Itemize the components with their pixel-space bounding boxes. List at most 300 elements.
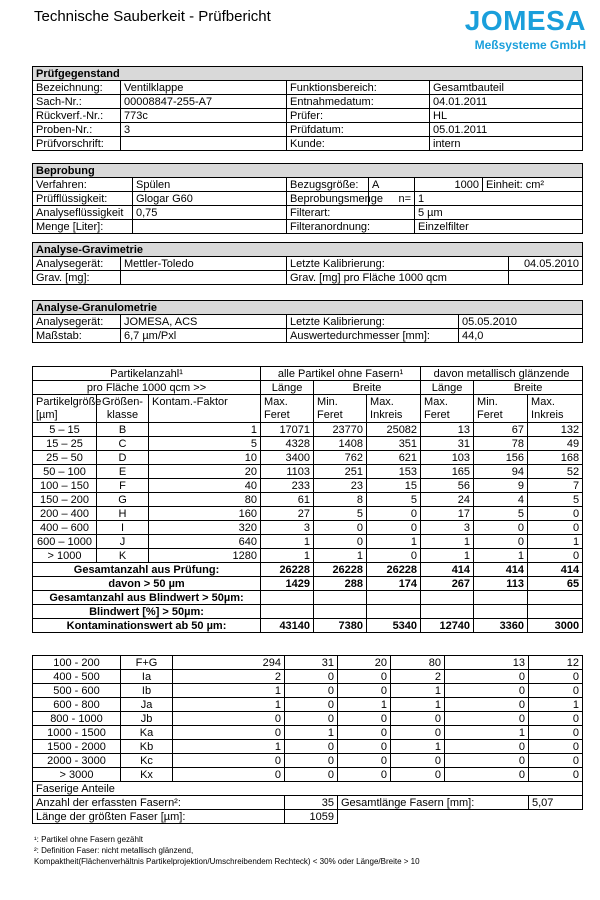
label: Verfahren: (33, 178, 133, 192)
summary-value: 26228 (261, 563, 314, 577)
label: Funktionsbereich: (287, 81, 430, 95)
value: JOMESA, ACS (121, 315, 287, 329)
table-row (33, 726, 583, 740)
count-value: 5 (367, 493, 421, 507)
summary-value: 3360 (474, 619, 528, 633)
unit: Einheit: cm² (483, 178, 583, 192)
table-row (33, 740, 583, 754)
label: Beprobungsmenge (287, 192, 369, 206)
count-value: 0 (285, 754, 338, 768)
label: Prüfdatum: (287, 123, 430, 137)
table-row (33, 507, 583, 521)
count-value: 3 (421, 521, 474, 535)
count-value: 0 (285, 712, 338, 726)
width-header: Breite (474, 381, 583, 395)
value: 1000 (415, 178, 483, 192)
count-value: 52 (528, 465, 583, 479)
label: Filterart: (287, 206, 415, 220)
col-min-feret: Min. Feret (474, 395, 528, 423)
summary-value: 65 (528, 577, 583, 591)
table-row (33, 109, 583, 123)
summary-value: 43140 (261, 619, 314, 633)
count-value: 17071 (261, 423, 314, 437)
section-header: Analyse-Granulometrie (33, 301, 583, 315)
count-value: 0 (314, 535, 367, 549)
value: 05.01.2011 (430, 123, 583, 137)
summary-value (367, 591, 421, 605)
company-logo (465, 6, 586, 52)
count-value: 0 (285, 740, 338, 754)
summary-value (261, 591, 314, 605)
table-row (33, 123, 583, 137)
count-value: 0 (529, 684, 583, 698)
count-value: 1 (367, 535, 421, 549)
count-value: 4328 (261, 437, 314, 451)
value (133, 220, 287, 234)
value (121, 271, 287, 285)
count-value: 1 (529, 698, 583, 712)
value: intern (430, 137, 583, 151)
summary-row (33, 591, 583, 605)
label: Bezugsgröße: (287, 178, 369, 192)
count-value: 78 (474, 437, 528, 451)
label: Kunde: (287, 137, 430, 151)
value: 773c (121, 109, 287, 123)
size-class: F (97, 479, 149, 493)
count-value: 0 (173, 712, 285, 726)
col-max-inkreis: Max. Inkreis (367, 395, 421, 423)
table-row (33, 549, 583, 563)
value: Mettler-Toledo (121, 257, 287, 271)
label: Länge der größten Faser [µm]: (33, 810, 285, 824)
count-value: 1 (285, 726, 338, 740)
count-value: 80 (391, 656, 445, 670)
count-value: 1 (261, 535, 314, 549)
count-value: 1 (173, 698, 285, 712)
summary-value (474, 605, 528, 619)
section-header: Beprobung (33, 164, 583, 178)
table-row (33, 754, 583, 768)
count-value: 621 (367, 451, 421, 465)
table-row (33, 656, 583, 670)
label: Analysegerät: (33, 315, 121, 329)
label: Anzahl der erfassten Fasern²: (33, 796, 285, 810)
blank-cell (338, 810, 583, 824)
value: Gesamtbauteil (430, 81, 583, 95)
count-value: 0 (338, 712, 391, 726)
count-value: 0 (445, 670, 529, 684)
count-value: 5 (474, 507, 528, 521)
count-value: 0 (285, 684, 338, 698)
size-range: 1000 - 1500 (33, 726, 121, 740)
value: A (369, 178, 415, 192)
size-class: Ib (121, 684, 173, 698)
count-value: 0 (528, 521, 583, 535)
size-range: 600 – 1000 (33, 535, 97, 549)
count-value: 0 (391, 754, 445, 768)
label: Sach-Nr.: (33, 95, 121, 109)
summary-value: 414 (474, 563, 528, 577)
gravimetrie-table (32, 242, 583, 285)
count-value: 9 (474, 479, 528, 493)
size-range: 400 – 600 (33, 521, 97, 535)
label: Proben-Nr.: (33, 123, 121, 137)
count-value: 168 (528, 451, 583, 465)
col-particle-size: Partikelgröße [µm] (33, 395, 97, 423)
size-class: B (97, 423, 149, 437)
summary-value (261, 605, 314, 619)
size-range: > 1000 (33, 549, 97, 563)
count-value: 27 (261, 507, 314, 521)
count-value: 15 (367, 479, 421, 493)
count-value: 762 (314, 451, 367, 465)
count-value: 0 (529, 670, 583, 684)
table-row (33, 670, 583, 684)
length-header: Länge (261, 381, 314, 395)
table-row (33, 535, 583, 549)
count-value: 0 (445, 754, 529, 768)
count-value: 1 (445, 726, 529, 740)
size-class: Ja (121, 698, 173, 712)
count-value: 1 (338, 698, 391, 712)
table-row (33, 698, 583, 712)
col-min-feret: Min. Feret (314, 395, 367, 423)
size-range: > 3000 (33, 768, 121, 782)
summary-value: 26228 (314, 563, 367, 577)
count-value: 156 (474, 451, 528, 465)
size-range: 15 – 25 (33, 437, 97, 451)
count-value: 61 (261, 493, 314, 507)
count-value: 3 (261, 521, 314, 535)
count-value: 12 (529, 656, 583, 670)
count-value: 0 (338, 740, 391, 754)
table-row (33, 810, 583, 824)
count-value: 13 (421, 423, 474, 437)
summary-value (314, 591, 367, 605)
length-header: Länge (421, 381, 474, 395)
per-area-heading: pro Fläche 1000 qcm >> (33, 381, 261, 395)
count-value: 0 (529, 740, 583, 754)
size-class: Ka (121, 726, 173, 740)
summary-value: 1429 (261, 577, 314, 591)
count-value: 0 (173, 754, 285, 768)
label: n= (369, 192, 415, 206)
section-header: Prüfgegenstand (33, 67, 583, 81)
count-value: 1408 (314, 437, 367, 451)
count-value: 1 (261, 549, 314, 563)
summary-value: 288 (314, 577, 367, 591)
table-row (33, 782, 583, 796)
pruefgegenstand-table (32, 66, 583, 151)
count-value: 0 (529, 754, 583, 768)
col-max-feret: Max. Feret (261, 395, 314, 423)
value: Glogar G60 (133, 192, 287, 206)
value: 04.05.2010 (509, 257, 583, 271)
count-value: 13 (445, 656, 529, 670)
label: Grav. [mg] pro Fläche 1000 qcm (287, 271, 509, 285)
label: Grav. [mg]: (33, 271, 121, 285)
footnote-2: ²: Definition Faser: nicht metallisch glänzend, (34, 846, 194, 855)
summary-value (367, 605, 421, 619)
summary-label: Gesamtanzahl aus Blindwert > 50µm: (33, 591, 261, 605)
summary-value: 414 (528, 563, 583, 577)
count-value: 0 (528, 549, 583, 563)
count-value: 0 (285, 670, 338, 684)
label: Rückverf.-Nr.: (33, 109, 121, 123)
summary-value (314, 605, 367, 619)
label: Letzte Kalibrierung: (287, 315, 459, 329)
logo-brand: JOMESA (464, 5, 586, 36)
summary-value: 7380 (314, 619, 367, 633)
count-value: 25082 (367, 423, 421, 437)
count-value: 0 (367, 507, 421, 521)
label: Maßstab: (33, 329, 121, 343)
size-class: D (97, 451, 149, 465)
count-value: 0 (285, 698, 338, 712)
count-value: 0 (338, 754, 391, 768)
value: 04.01.2011 (430, 95, 583, 109)
footnotes (34, 834, 420, 867)
label: Filteranordnung: (287, 220, 415, 234)
footnote-1: ¹: Partikel ohne Fasern gezählt (34, 835, 143, 844)
summary-value (528, 591, 583, 605)
size-range: 600 - 800 (33, 698, 121, 712)
value: Einzelfilter (415, 220, 583, 234)
table-row (33, 451, 583, 465)
summary-label: Blindwert [%] > 50µm: (33, 605, 261, 619)
table-row (33, 465, 583, 479)
value: 35 (285, 796, 338, 810)
count-value: 5 (528, 493, 583, 507)
count-value: 0 (445, 768, 529, 782)
value: 00008847-255-A7 (121, 95, 287, 109)
count-value: 1 (421, 549, 474, 563)
count-value: 40 (149, 479, 261, 493)
count-value: 0 (445, 740, 529, 754)
size-range: 200 – 400 (33, 507, 97, 521)
count-value: 0 (445, 684, 529, 698)
count-value: 0 (173, 726, 285, 740)
size-class: Kb (121, 740, 173, 754)
size-class: I (97, 521, 149, 535)
label: Prüfvorschrift: (33, 137, 121, 151)
count-value: 20 (149, 465, 261, 479)
table-row (33, 521, 583, 535)
summary-value: 174 (367, 577, 421, 591)
count-value: 1 (391, 740, 445, 754)
count-value: 10 (149, 451, 261, 465)
count-value: 132 (528, 423, 583, 437)
table-row (33, 95, 583, 109)
count-value: 160 (149, 507, 261, 521)
count-value: 2 (391, 670, 445, 684)
count-value: 0 (314, 521, 367, 535)
count-value: 49 (528, 437, 583, 451)
count-value: 0 (367, 549, 421, 563)
granulometrie-table (32, 300, 583, 343)
summary-value: 113 (474, 577, 528, 591)
value: 05.05.2010 (459, 315, 583, 329)
count-value: 103 (421, 451, 474, 465)
section-header: Analyse-Gravimetrie (33, 243, 583, 257)
count-value: 4 (474, 493, 528, 507)
fiber-section-label: Faserige Anteile (33, 782, 583, 796)
value: Spülen (133, 178, 287, 192)
count-value: 1280 (149, 549, 261, 563)
summary-row (33, 619, 583, 633)
count-value: 0 (338, 684, 391, 698)
size-range: 150 – 200 (33, 493, 97, 507)
table-row (33, 479, 583, 493)
count-value: 7 (528, 479, 583, 493)
count-value: 0 (529, 768, 583, 782)
count-value: 17 (421, 507, 474, 521)
count-value: 23 (314, 479, 367, 493)
summary-row (33, 563, 583, 577)
count-value: 0 (528, 507, 583, 521)
label: Prüfer: (287, 109, 430, 123)
summary-value (421, 605, 474, 619)
count-value: 0 (173, 768, 285, 782)
count-value: 5 (314, 507, 367, 521)
size-class: F+G (121, 656, 173, 670)
label: Letzte Kalibrierung: (287, 257, 509, 271)
count-value: 0 (529, 712, 583, 726)
summary-value: 414 (421, 563, 474, 577)
count-value: 0 (338, 670, 391, 684)
size-range: 1500 - 2000 (33, 740, 121, 754)
value: 6,7 µm/Pxl (121, 329, 287, 343)
label: Menge [Liter]: (33, 220, 133, 234)
count-value: 0 (338, 768, 391, 782)
count-value: 1 (173, 740, 285, 754)
size-range: 100 – 150 (33, 479, 97, 493)
count-value: 0 (474, 535, 528, 549)
count-value: 1 (149, 423, 261, 437)
count-value: 0 (367, 521, 421, 535)
table-row (33, 712, 583, 726)
count-value: 1 (391, 698, 445, 712)
value: 0,75 (133, 206, 287, 220)
particle-count-heading: Partikelanzahl¹ (33, 367, 261, 381)
count-value: 1 (474, 549, 528, 563)
count-value: 1 (314, 549, 367, 563)
count-value: 1 (528, 535, 583, 549)
size-class: G (97, 493, 149, 507)
count-value: 2 (173, 670, 285, 684)
particle-count-table (32, 366, 583, 633)
value: 1 (415, 192, 583, 206)
beprobung-table (32, 163, 583, 234)
summary-value (474, 591, 528, 605)
size-range: 500 - 600 (33, 684, 121, 698)
count-value: 0 (338, 726, 391, 740)
fiber-table (32, 655, 583, 824)
count-value: 67 (474, 423, 528, 437)
size-range: 25 – 50 (33, 451, 97, 465)
label: Entnahmedatum: (287, 95, 430, 109)
count-value: 233 (261, 479, 314, 493)
value: 5,07 (529, 796, 583, 810)
value: 1059 (285, 810, 338, 824)
value: 44,0 (459, 329, 583, 343)
count-value: 351 (367, 437, 421, 451)
size-class: C (97, 437, 149, 451)
label: Prüfflüssigkeit: (33, 192, 133, 206)
size-range: 5 – 15 (33, 423, 97, 437)
label: Gesamtlänge Fasern [mm]: (338, 796, 529, 810)
count-value: 0 (391, 712, 445, 726)
col-contam-factor: Kontam.-Faktor (149, 395, 261, 423)
count-value: 80 (149, 493, 261, 507)
summary-label: Gesamtanzahl aus Prüfung: (33, 563, 261, 577)
count-value: 165 (421, 465, 474, 479)
count-value: 3400 (261, 451, 314, 465)
count-value: 24 (421, 493, 474, 507)
count-value: 0 (285, 768, 338, 782)
count-value: 1103 (261, 465, 314, 479)
count-value: 0 (391, 726, 445, 740)
summary-value: 12740 (421, 619, 474, 633)
value: 5 µm (415, 206, 583, 220)
summary-row (33, 577, 583, 591)
footnote-3: Kompaktheit(Flächenverhältnis Partikelprojektion/Umschreibendem Rechteck) < 30% oder Länge/Breite > 10 (34, 857, 420, 866)
size-range: 800 - 1000 (33, 712, 121, 726)
value: 3 (121, 123, 287, 137)
table-row (33, 796, 583, 810)
report-title: Technische Sauberkeit - Prüfbericht (34, 8, 271, 25)
count-value: 56 (421, 479, 474, 493)
table-row (33, 437, 583, 451)
count-value: 1 (391, 684, 445, 698)
count-value: 5 (149, 437, 261, 451)
size-class: Kx (121, 768, 173, 782)
size-range: 400 - 500 (33, 670, 121, 684)
table-row (33, 137, 583, 151)
table-row (33, 768, 583, 782)
summary-row (33, 605, 583, 619)
summary-value: 5340 (367, 619, 421, 633)
count-value: 20 (338, 656, 391, 670)
summary-label: davon > 50 µm (33, 577, 261, 591)
summary-value (528, 605, 583, 619)
count-value: 31 (285, 656, 338, 670)
count-value: 153 (367, 465, 421, 479)
table-row (33, 423, 583, 437)
size-class: E (97, 465, 149, 479)
count-value: 0 (391, 768, 445, 782)
width-header: Breite (314, 381, 421, 395)
size-class: H (97, 507, 149, 521)
count-value: 31 (421, 437, 474, 451)
count-value: 94 (474, 465, 528, 479)
table-row (33, 684, 583, 698)
logo-subtitle: Meßsysteme GmbH (474, 38, 586, 52)
count-value: 640 (149, 535, 261, 549)
size-class: J (97, 535, 149, 549)
summary-value: 267 (421, 577, 474, 591)
table-row (33, 493, 583, 507)
count-value: 251 (314, 465, 367, 479)
value (509, 271, 583, 285)
summary-value (421, 591, 474, 605)
count-value: 0 (445, 712, 529, 726)
col-max-inkreis: Max. Inkreis (528, 395, 583, 423)
count-value: 0 (474, 521, 528, 535)
size-class: K (97, 549, 149, 563)
size-range: 2000 - 3000 (33, 754, 121, 768)
label: Bezeichnung: (33, 81, 121, 95)
